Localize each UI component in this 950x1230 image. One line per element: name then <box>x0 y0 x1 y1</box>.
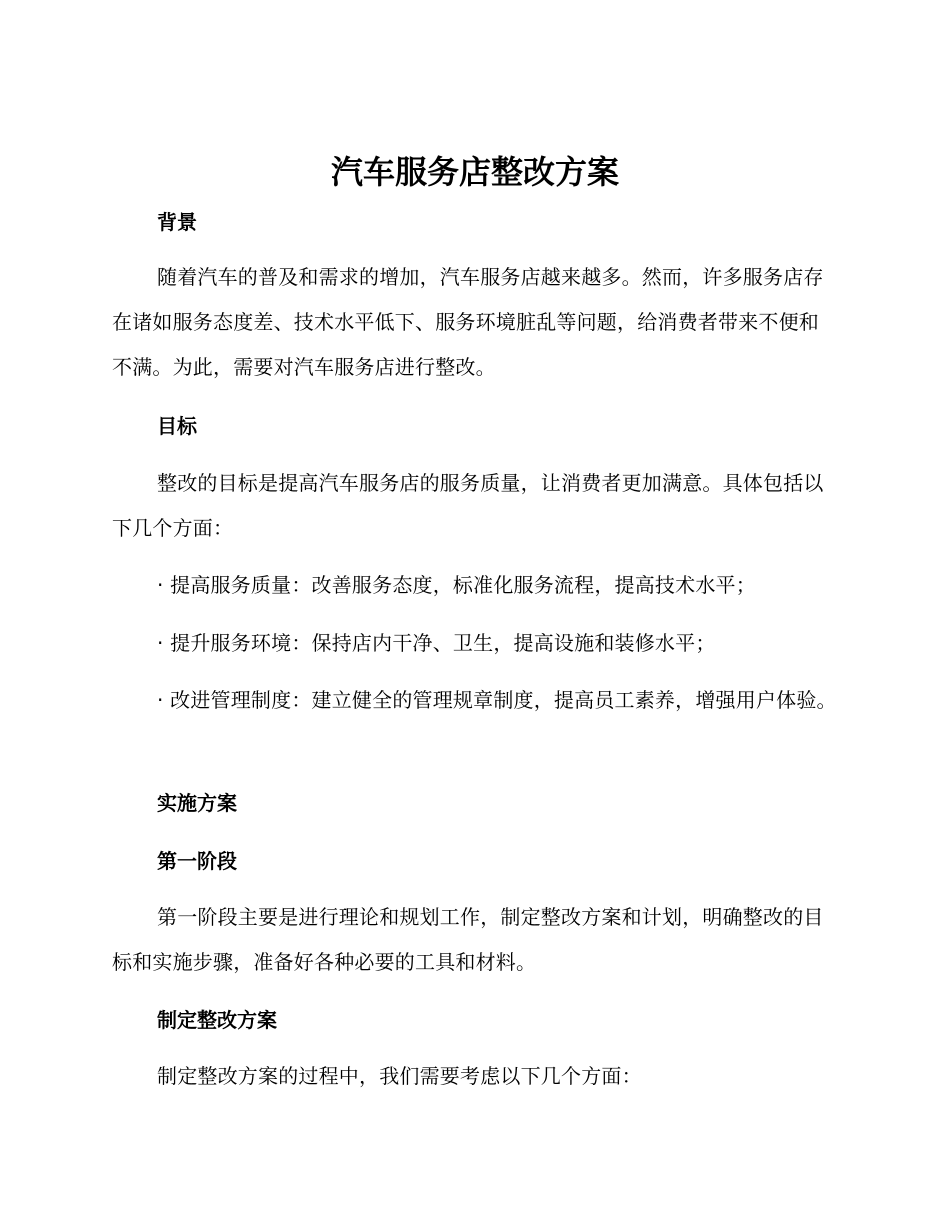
heading-phase1: 第一阶段 <box>157 849 237 873</box>
heading-goal: 目标 <box>157 414 197 438</box>
goal-bullet-3: · 改进管理制度：建立健全的管理规章制度，提高员工素养，增强用户体验。 <box>157 688 837 712</box>
heading-plan: 实施方案 <box>157 791 237 815</box>
paragraph-background: 随着汽车的普及和需求的增加，汽车服务店越来越多。然而，许多服务店存在诸如服务态度差、技术水平低下、服务环境脏乱等问题，给消费者带来不便和不满。为此，需要对汽车服务店进行整改。 <box>112 265 824 379</box>
goal-bullet-1: · 提高服务质量：改善服务态度，标准化服务流程，提高技术水平； <box>157 573 756 597</box>
heading-make-plan: 制定整改方案 <box>157 1008 277 1032</box>
heading-background: 背景 <box>157 210 197 234</box>
goal-bullet-2: · 提升服务环境：保持店内干净、卫生，提高设施和装修水平； <box>157 631 716 655</box>
paragraph-phase1: 第一阶段主要是进行理论和规划工作，制定整改方案和计划，明确整改的目标和实施步骤，准备好各种必要的工具和材料。 <box>112 905 824 974</box>
paragraph-goal: 整改的目标是提高汽车服务店的服务质量，让消费者更加满意。具体包括以下几个方面： <box>112 471 824 540</box>
paragraph-make-plan: 制定整改方案的过程中，我们需要考虑以下几个方面： <box>157 1064 642 1088</box>
document-title: 汽车服务店整改方案 <box>330 153 619 191</box>
